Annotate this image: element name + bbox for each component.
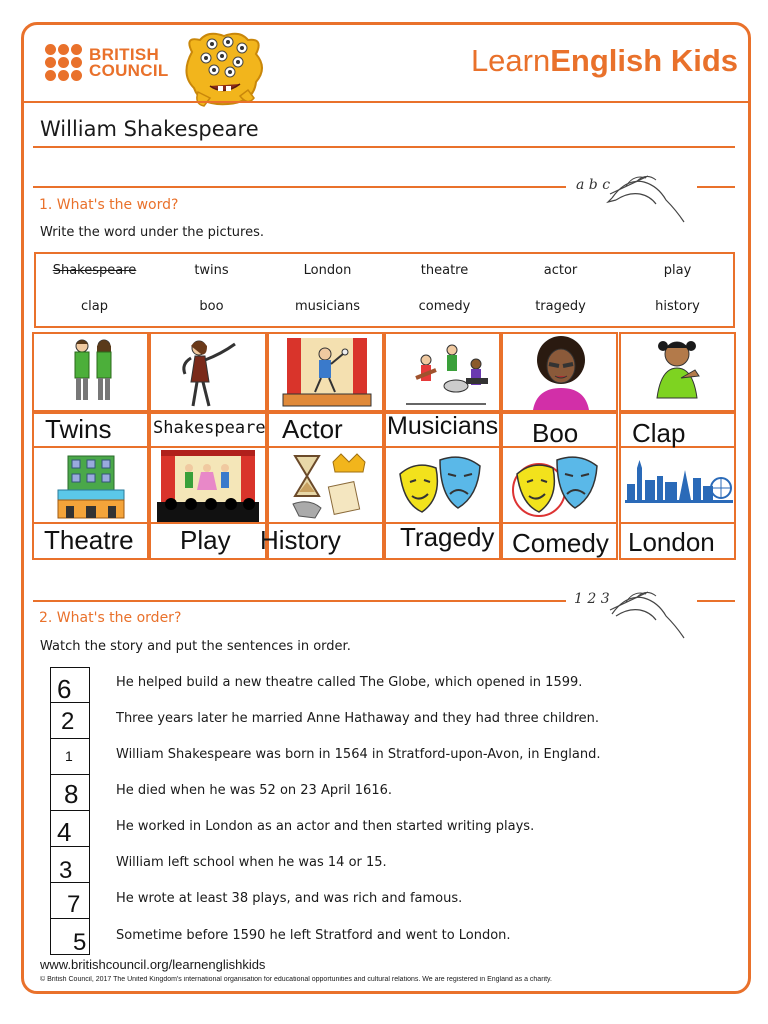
order-sentence: He helped build a new theatre called The Globe, which opened in 1599. xyxy=(116,675,583,690)
answer-play: Play xyxy=(180,525,231,555)
order-number: 2 xyxy=(61,708,75,735)
british-council-line2: COUNCIL xyxy=(89,60,169,80)
answer-twins: Twins xyxy=(45,414,112,444)
order-sentence: He died when he was 52 on 23 April 1616. xyxy=(116,783,393,798)
section1-rule-right xyxy=(697,186,735,188)
section1-instruction: Write the word under the pictures. xyxy=(40,225,264,240)
shakespeare-picture xyxy=(149,332,266,412)
answer-shakespeare: Shakespeare xyxy=(153,418,266,438)
order-sentence: He worked in London as an actor and then started writing plays. xyxy=(116,819,535,834)
order-box[interactable] xyxy=(51,739,89,775)
order-sentence: William Shakespeare was born in 1564 in Stratford-upon-Avon, in England. xyxy=(116,747,601,762)
section2-rule-left xyxy=(33,600,566,602)
order-box[interactable] xyxy=(51,883,89,919)
section2-rule-right xyxy=(697,600,735,602)
british-council-logo xyxy=(45,44,169,81)
brand-learn: Learn xyxy=(470,43,551,78)
tragedy-picture xyxy=(384,446,501,524)
order-box[interactable] xyxy=(51,703,89,739)
order-sentence: Three years later he married Anne Hathaway and they had three children. xyxy=(116,711,600,726)
london-picture xyxy=(619,446,736,524)
answer-musicians: Musicians xyxy=(387,412,499,440)
order-box[interactable] xyxy=(51,919,89,955)
writing-hand-icon xyxy=(606,170,688,228)
word-bank-item: tragedy xyxy=(535,299,586,314)
word-bank-item: comedy xyxy=(418,299,471,314)
boo-picture xyxy=(501,332,618,412)
answer-actor: Actor xyxy=(282,414,343,444)
answer-theatre: Theatre xyxy=(44,525,134,555)
answer-boo: Boo xyxy=(532,418,579,448)
clap-picture xyxy=(619,332,736,412)
word-bank-item: clap xyxy=(81,299,108,314)
word-bank-item: twins xyxy=(194,263,229,278)
word-bank-item: theatre xyxy=(420,263,469,278)
word-bank xyxy=(34,252,735,328)
comedy-picture xyxy=(501,446,618,524)
answer-london: London xyxy=(628,527,715,557)
order-box[interactable] xyxy=(51,775,89,811)
twins-picture xyxy=(32,332,149,412)
learnenglish-kids-brand xyxy=(471,43,738,79)
order-number: 3 xyxy=(59,857,73,884)
order-sentence: Sometime before 1590 he left Stratford and went to London. xyxy=(116,928,511,943)
footer-copyright: © British Council, 2017 The United Kingdom's international organisation for educational opportunities and cultural relations. We are registered in England as a charity. xyxy=(40,976,552,983)
section2-instruction: Watch the story and put the sentences in order. xyxy=(40,639,351,654)
word-bank-item: musicians xyxy=(294,299,361,314)
brand-english: English xyxy=(550,43,663,78)
monster-mascot-icon xyxy=(178,32,270,108)
order-number: 8 xyxy=(64,779,79,809)
order-sentence: William left school when he was 14 or 15. xyxy=(116,855,387,870)
section2-heading: 2. What's the order? xyxy=(39,610,182,626)
actor-picture xyxy=(267,332,384,412)
word-bank-item: actor xyxy=(543,263,578,278)
word-bank-item: London xyxy=(303,263,352,278)
title-underline xyxy=(33,146,735,148)
answer-clap: Clap xyxy=(632,418,686,448)
order-number: 6 xyxy=(57,674,72,704)
section1-rule-left xyxy=(33,186,566,188)
order-number: 4 xyxy=(57,817,72,847)
history-picture xyxy=(267,446,384,524)
writing-hand-icon xyxy=(606,588,688,644)
section1-heading: 1. What's the word? xyxy=(39,197,179,213)
word-bank-item: play xyxy=(663,263,692,278)
order-box[interactable] xyxy=(51,667,89,703)
answer-tragedy: Tragedy xyxy=(400,522,495,552)
word-bank-item: boo xyxy=(199,299,224,314)
order-number-column xyxy=(50,667,90,955)
order-number: 7 xyxy=(67,891,81,918)
order-number: 1 xyxy=(65,748,73,764)
header-divider xyxy=(22,101,750,103)
play-picture xyxy=(149,446,266,524)
worksheet-title: William Shakespeare xyxy=(40,117,259,141)
musicians-picture xyxy=(384,332,501,412)
section2-hand-numbers: 1 2 3 xyxy=(574,591,610,607)
order-sentence: He wrote at least 38 plays, and was rich and famous. xyxy=(116,891,463,906)
answer-history: History xyxy=(260,525,341,555)
footer-url[interactable]: www.britishcouncil.org/learnenglishkids xyxy=(40,957,266,972)
section1-hand-letters: a b c xyxy=(576,177,611,193)
brand-kids: Kids xyxy=(670,43,738,78)
british-council-dots-icon xyxy=(45,44,82,81)
answer-comedy: Comedy xyxy=(512,528,609,558)
order-box[interactable] xyxy=(51,847,89,883)
order-number: 5 xyxy=(73,929,87,956)
word-bank-item: history xyxy=(655,299,700,314)
british-council-line1: BRITISH xyxy=(89,44,160,64)
theatre-picture xyxy=(32,446,149,524)
order-box[interactable] xyxy=(51,811,89,847)
word-bank-item: Shakespeare xyxy=(52,263,137,278)
